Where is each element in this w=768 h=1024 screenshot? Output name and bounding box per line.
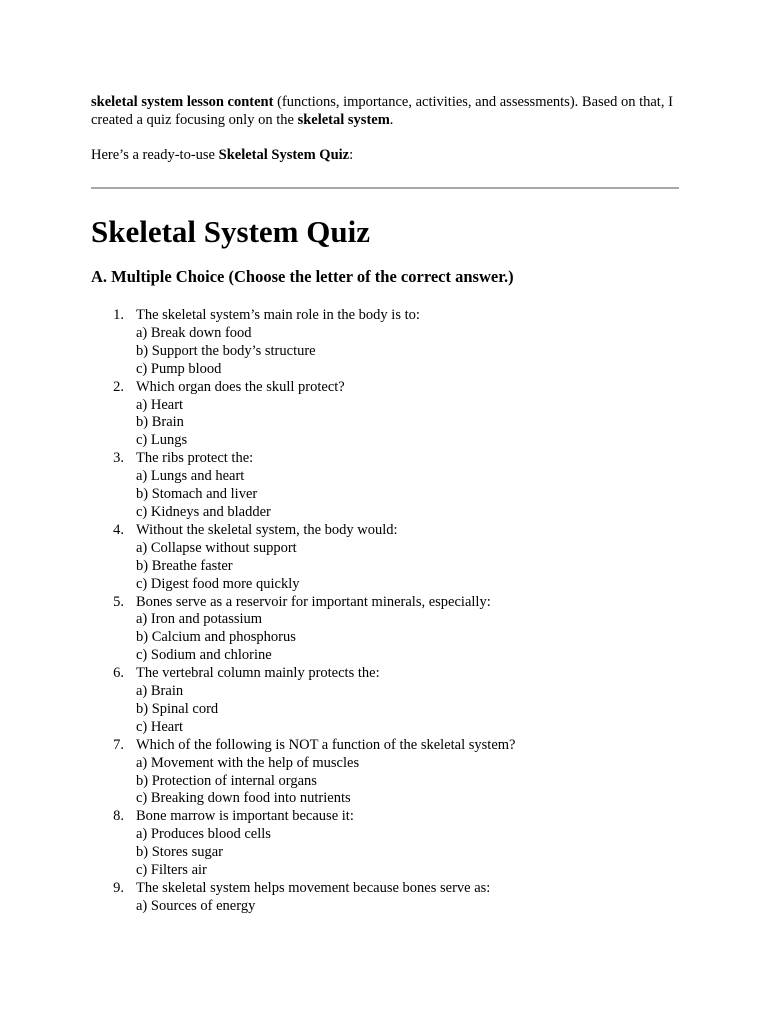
intro-paragraph: [91, 93, 681, 129]
intro-bold-lesson-content: skeletal system lesson content: [91, 94, 274, 110]
question-item: [91, 379, 681, 451]
horizontal-divider: [91, 187, 679, 189]
answer-option: b) Stores sugar: [136, 844, 223, 861]
question-text: Bones serve as a reservoir for important minerals, especially:: [136, 593, 491, 610]
question-number: 1.: [113, 307, 124, 323]
answer-option: c) Filters air: [136, 862, 207, 879]
answer-option: c) Pump blood: [136, 360, 222, 377]
intro-quiz-line: [91, 146, 681, 164]
question-item: [91, 594, 681, 666]
answer-option: c) Kidneys and bladder: [136, 503, 271, 520]
question-item: [91, 522, 681, 594]
answer-option: b) Stomach and liver: [136, 486, 258, 503]
answer-option: a) Collapse without support: [136, 539, 297, 556]
question-item: [91, 808, 681, 880]
question-text: The vertebral column mainly protects the:: [136, 665, 380, 682]
question-number: 7.: [113, 736, 124, 753]
question-text: Bone marrow is important because it:: [136, 808, 354, 825]
question-text: The ribs protect the:: [136, 450, 254, 467]
answer-option: a) Sources of energy: [136, 897, 256, 914]
question-text: Which organ does the skull protect?: [136, 378, 345, 395]
answer-option: a) Break down food: [136, 324, 252, 341]
question-text: The skeletal system helps movement because bones serve as:: [136, 880, 491, 896]
answer-option: a) Iron and potassium: [136, 611, 263, 628]
answer-option: b) Breathe faster: [136, 557, 233, 574]
question-text: Which of the following is NOT a function of the skeletal system?: [136, 736, 516, 753]
section-a-heading: A. Multiple Choice (Choose the letter of the correct answer.): [91, 267, 514, 286]
answer-option: a) Produces blood cells: [136, 826, 271, 843]
document-page: [91, 93, 681, 916]
answer-option: c) Heart: [136, 718, 184, 735]
page-title: Skeletal System Quiz: [91, 214, 370, 249]
intro-text-2: .: [389, 112, 394, 128]
question-number: 6.: [113, 665, 124, 682]
question-text: The skeletal system’s main role in the body is to:: [136, 307, 420, 323]
answer-option: b) Support the body’s structure: [136, 342, 316, 359]
answer-option: a) Brain: [136, 683, 184, 700]
question-list: [91, 307, 681, 916]
question-text: Without the skeletal system, the body would:: [136, 521, 398, 538]
answer-option: c) Breaking down food into nutrients: [136, 790, 351, 807]
answer-option: a) Movement with the help of muscles: [136, 754, 360, 771]
intro-text-1: (functions, importance, activities, and assessments). Based on that, I created a quiz focusing only on the: [91, 94, 673, 128]
answer-option: b) Spinal cord: [136, 700, 219, 717]
question-item: [91, 307, 681, 379]
question-item: [91, 665, 681, 737]
question-item: [91, 737, 681, 809]
answer-option: b) Protection of internal organs: [136, 772, 317, 789]
answer-option: a) Lungs and heart: [136, 468, 245, 485]
answer-option: b) Calcium and phosphorus: [136, 629, 296, 646]
question-item: [91, 880, 681, 916]
question-number: 8.: [113, 808, 124, 825]
intro-bold-skeletal-system: skeletal system: [297, 112, 390, 128]
answer-option: c) Digest food more quickly: [136, 575, 300, 592]
question-number: 3.: [113, 450, 124, 467]
question-item: [91, 450, 681, 522]
answer-option: c) Lungs: [136, 432, 188, 449]
intro2-text-2: :: [349, 147, 354, 163]
question-number: 4.: [113, 521, 124, 538]
answer-option: b) Brain: [136, 414, 184, 431]
question-number: 2.: [113, 378, 124, 395]
question-number: 9.: [113, 880, 124, 896]
question-number: 5.: [113, 593, 124, 610]
answer-option: c) Sodium and chlorine: [136, 647, 272, 664]
intro2-bold-quiz: Skeletal System Quiz: [218, 147, 350, 163]
intro2-text-1: Here’s a ready-to-use: [91, 147, 219, 163]
answer-option: a) Heart: [136, 396, 184, 413]
